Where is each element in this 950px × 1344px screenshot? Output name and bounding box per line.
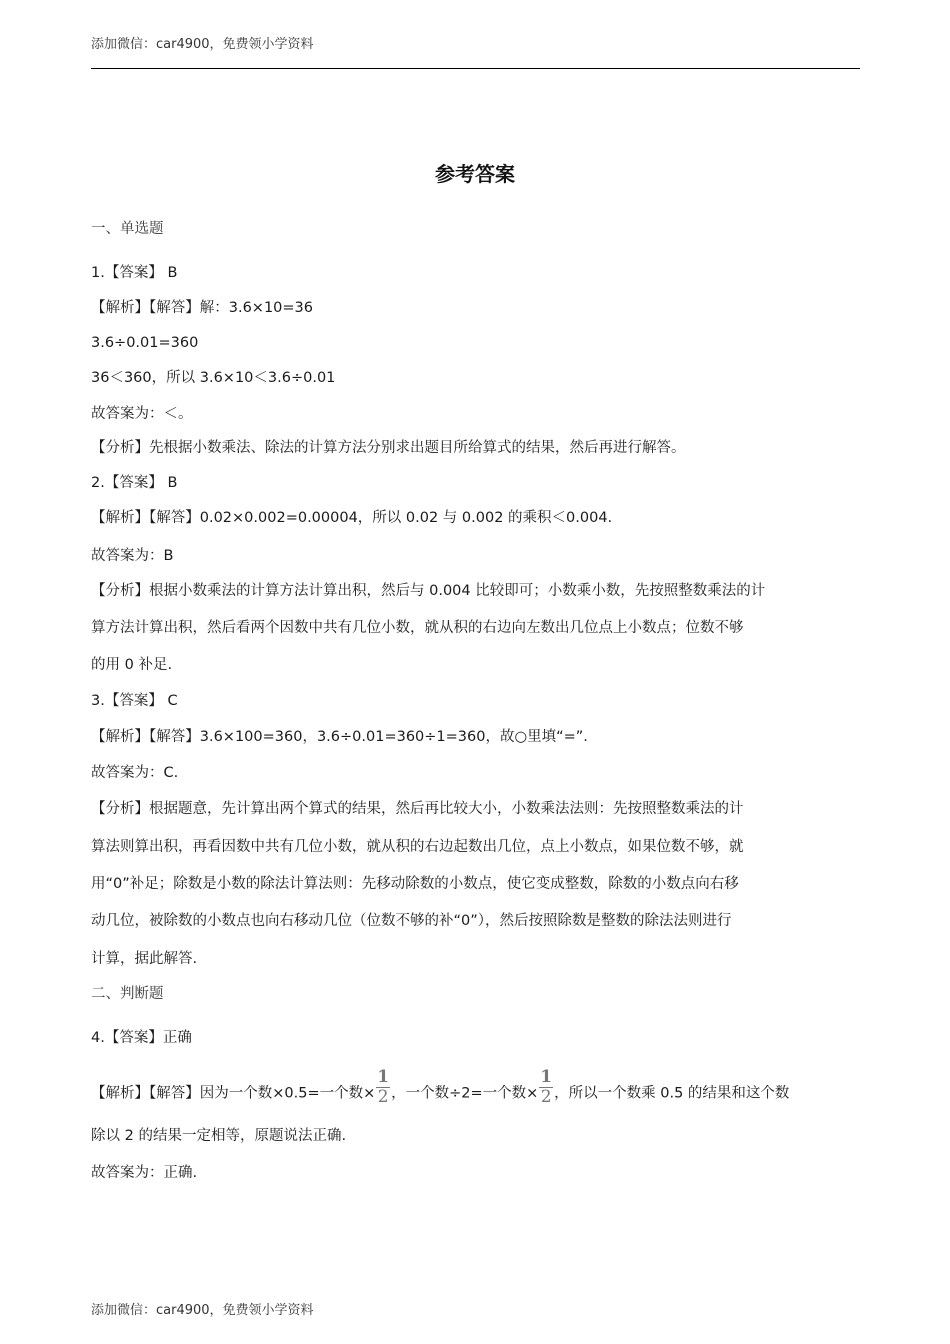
- q4-analysis-line-1: [91, 1067, 860, 1112]
- fraction-numerator: 1: [377, 1067, 390, 1087]
- q3-explanation-line-2: 算法则算出积，再看因数中共有几位小数，就从积的右边起数出几位，点上小数点，如果位数不够，就: [91, 839, 744, 855]
- q1-analysis-line-3: 36＜360，所以 3.6×10＜3.6÷0.01: [91, 370, 336, 386]
- q2-explanation-line-3: 的用 0 补足.: [91, 657, 173, 673]
- q4-analysis-part-2: ，一个数÷2=一个数×: [391, 1085, 539, 1102]
- q2-result: 故答案为：B: [91, 548, 174, 564]
- q2-explanation-line-2: 算方法计算出积，然后看两个因数中共有几位小数，就从积的右边向左数出几位点上小数点；位数不够: [91, 620, 744, 636]
- q2-answer: 2.【答案】 B: [91, 475, 178, 491]
- q2-explanation-line-1: 【分析】根据小数乘法的计算方法计算出积，然后与 0.004 比较即可；小数乘小数，先按照整数乘法的计: [91, 583, 766, 599]
- q4-analysis-part-3: ，所以一个数乘 0.5 的结果和这个数: [554, 1085, 790, 1102]
- fraction-one-half: [539, 1069, 553, 1106]
- q3-answer: 3.【答案】 C: [91, 693, 178, 709]
- q3-explanation-line-5: 计算，据此解答.: [91, 951, 198, 967]
- footer-text: 添加微信：car4900，免费领小学资料: [91, 1303, 314, 1318]
- q3-result: 故答案为：C.: [91, 765, 179, 781]
- fraction-one-half: [376, 1069, 390, 1106]
- q2-analysis-line-1: 【解析】【解答】0.02×0.002=0.00004，所以 0.02 与 0.002 的乘积＜0.004.: [91, 510, 613, 526]
- q3-analysis-line-1: 【解析】【解答】3.6×100=360，3.6÷0.01=360÷1=360，故○里填“=”.: [91, 729, 588, 745]
- page-title: 参考答案: [435, 162, 515, 186]
- q1-result: 故答案为：＜。: [91, 406, 193, 422]
- q3-explanation-line-1: 【分析】根据题意，先计算出两个算式的结果，然后再比较大小，小数乘法法则：先按照整数乘法的计: [91, 801, 744, 817]
- q3-explanation-line-3: 用“0”补足；除数是小数的除法计算法则：先移动除数的小数点，使它变成整数，除数的小数点向右移: [91, 876, 739, 892]
- q1-analysis-line-1: 【解析】【解答】解：3.6×10=36: [91, 300, 314, 316]
- q4-analysis-part-1: 【解析】【解答】因为一个数×0.5=一个数×: [91, 1085, 376, 1102]
- section-heading-true-false: 二、判断题: [91, 986, 164, 1002]
- q4-result: 故答案为：正确.: [91, 1165, 198, 1181]
- section-heading-single-choice: 一、单选题: [91, 221, 164, 237]
- header-text: 添加微信：car4900，免费领小学资料: [91, 37, 314, 52]
- q4-answer: 4.【答案】正确: [91, 1030, 192, 1046]
- q1-answer: 1.【答案】 B: [91, 265, 178, 281]
- q1-analysis-line-2: 3.6÷0.01=360: [91, 335, 199, 351]
- fraction-numerator: 1: [540, 1067, 553, 1087]
- q4-analysis-line-2: 除以 2 的结果一定相等，原题说法正确.: [91, 1128, 347, 1144]
- fraction-denominator: 2: [377, 1087, 389, 1107]
- header-divider: [91, 68, 860, 69]
- q1-explanation: 【分析】先根据小数乘法、除法的计算方法分别求出题目所给算式的结果，然后再进行解答。: [91, 440, 686, 456]
- fraction-denominator: 2: [540, 1087, 552, 1107]
- q3-explanation-line-4: 动几位，被除数的小数点也向右移动几位（位数不够的补“0”），然后按照除数是整数的除法法则进行: [91, 913, 732, 929]
